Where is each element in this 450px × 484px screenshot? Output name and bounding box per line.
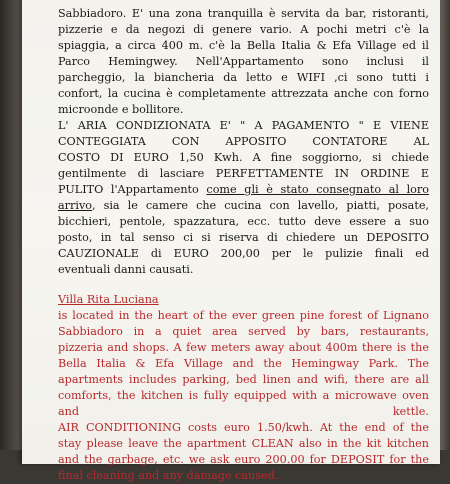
italian-description	[58, 6, 429, 278]
printed-sheet	[22, 0, 440, 482]
english-line: Sabbiadoro in a quiet area served by bars, restaurants,	[58, 325, 429, 338]
italian-line: gentilmente di lasciare PERFETTAMENTE IN ORDINE E	[58, 167, 429, 180]
italian-line: eventuali danni causati.	[58, 263, 194, 276]
english-description	[58, 292, 429, 484]
english-heading: Villa Rita Luciana	[58, 293, 159, 306]
italian-line: confort, la cucina è completamente attrezzata anche con forno	[58, 87, 429, 100]
english-line: is located in the heart of the ever green pine forest of Lignano	[58, 309, 429, 322]
document-content	[58, 0, 429, 484]
italian-line: COSTO DI EURO 1,50 Kwh. A fine soggiorno, si chiede	[58, 151, 429, 164]
italian-line: parcheggio, la biancheria da letto e WIFI ,ci sono tutti i	[58, 71, 429, 84]
arrivo-rest: , sia le camere che cucina con lavello, piatti, posate,	[92, 199, 429, 212]
italian-line: bicchieri, pentole, spazzatura, ecc. tutto deve essere a suo	[58, 215, 429, 228]
background-left-edge	[0, 0, 22, 450]
italian-line: CAUZIONALE di EURO 200,00 per le pulizie finali ed	[58, 247, 429, 260]
english-line: AIR CONDITIONING costs euro 1.50/kwh. At the end of the	[58, 421, 429, 434]
english-line: and the garbage, etc. we ask euro 200.00 for DEPOSIT for the	[58, 453, 429, 466]
italian-line: L' ARIA CONDIZIONATA E' " A PAGAMENTO " E VIENE	[58, 119, 429, 132]
english-line: pizzeria and shops. A few meters away about 400m there is the	[58, 341, 429, 354]
italian-line: spiaggia, a circa 400 m. c'è la Bella Italia & Efa Village ed il	[58, 39, 429, 52]
english-line: Bella Italia & Efa Village and the Hemingway Park. The	[58, 357, 429, 370]
italian-line-arrivo	[58, 198, 429, 214]
italian-line: posto, in tal senso ci si riserva di chiedere un DEPOSITO	[58, 231, 429, 244]
english-line: final cleaning and any damage caused.	[58, 469, 279, 482]
italian-line: CONTEGGIATA CON APPOSITO CONTATORE AL	[58, 135, 429, 148]
english-line: apartments includes parking, bed linen and wifi, there are all	[58, 373, 429, 386]
pulito-text: PULITO l'Appartamento	[58, 183, 207, 196]
italian-line-pulito	[58, 182, 429, 198]
italian-line: pizzerie e da negozi di genere vario. A pochi metri c'è la	[58, 23, 429, 36]
english-line: stay please leave the apartment CLEAN also in the kit kitchen	[58, 437, 429, 450]
section-gap	[58, 278, 429, 292]
italian-line: microonde e bollitore.	[58, 103, 184, 116]
italian-line: Sabbiadoro. E' una zona tranquilla è servita da bar, ristoranti,	[58, 7, 429, 20]
english-line: and kettle.	[58, 405, 429, 418]
underlined-phrase: come gli è stato consegnato al loro	[206, 183, 429, 196]
italian-line: Parco Hemingwey. Nell'Appartamento sono inclusi il	[58, 55, 429, 68]
english-line: comforts, the kitchen is fully equipped with a microwave oven	[58, 389, 429, 402]
underlined-arrivo: arrivo	[58, 199, 92, 212]
background-right-edge	[440, 0, 450, 450]
